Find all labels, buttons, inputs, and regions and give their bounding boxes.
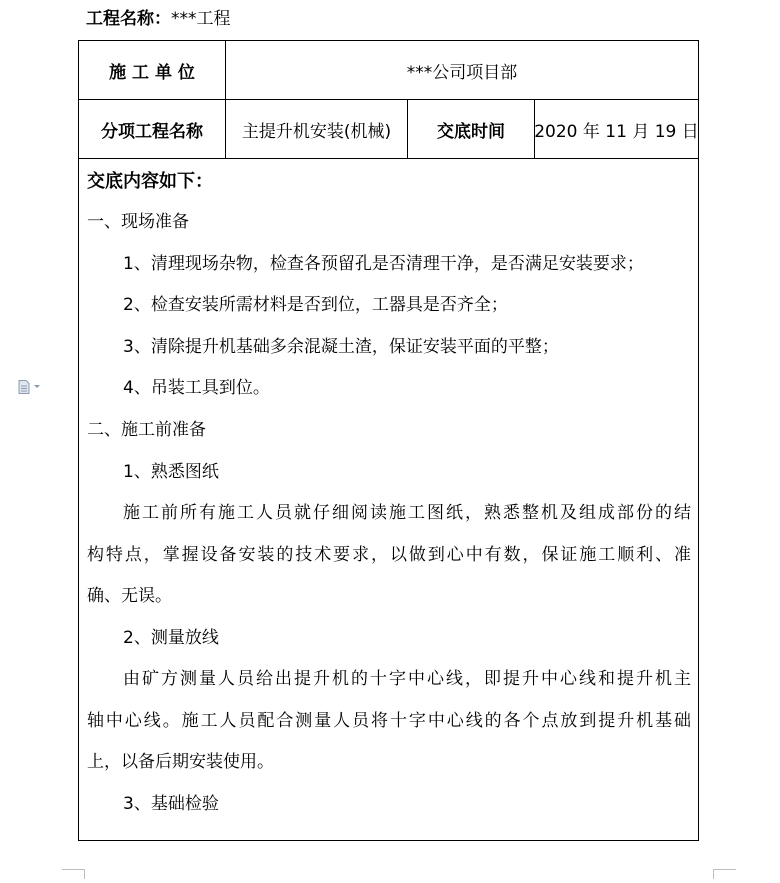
subproject-value: 主提升机安装(机械) [241,121,392,142]
document-icon[interactable] [18,379,48,393]
disclosure-table [78,40,699,841]
section-heading: 二、施工前准备 [87,420,206,440]
paragraph-line: 上，以备后期安装使用。 [87,752,274,772]
content-heading: 交底内容如下： [87,171,213,192]
content-area [79,159,698,840]
time-value: 2020 年 11 月 19 日 [534,121,699,142]
subsection-heading: 3、基础检验 [123,794,219,814]
unit-label: 施 工 单 位 [109,62,195,83]
project-value: ***工程 [171,9,231,29]
subsection-heading: 1、熟悉图纸 [123,462,219,482]
section-heading: 一、现场准备 [87,212,189,232]
list-item: 2、检查安装所需材料是否到位，工器具是否齐全； [123,295,508,315]
page-corner-mark [712,864,736,874]
page-corner-mark [62,864,86,874]
unit-value: ***公司项目部 [406,62,518,83]
subproject-label: 分项工程名称 [101,121,203,142]
list-item: 1、清理现场杂物，检查各预留孔是否清理干净，是否满足安装要求； [123,254,644,274]
list-item: 4、吊装工具到位。 [123,378,270,398]
project-label: 工程名称： [86,9,171,29]
paragraph-line: 由矿方测量人员给出提升机的十字中心线，即提升中心线和提升机主 [123,669,691,689]
paragraph-line: 确、无误。 [87,586,172,606]
list-item: 3、清除提升机基础多余混凝土渣，保证安装平面的平整； [123,337,559,357]
subsection-heading: 2、测量放线 [123,628,219,648]
project-title [86,6,231,32]
paragraph-line: 施工前所有施工人员就仔细阅读施工图纸，熟悉整机及组成部份的结 [123,503,691,523]
time-label: 交底时间 [437,121,505,142]
paragraph-line: 构特点，掌握设备安装的技术要求，以做到心中有数，保证施工顺利、准 [87,545,691,565]
paragraph-line: 轴中心线。施工人员配合测量人员将十字中心线的各个点放到提升机基础 [87,711,691,731]
